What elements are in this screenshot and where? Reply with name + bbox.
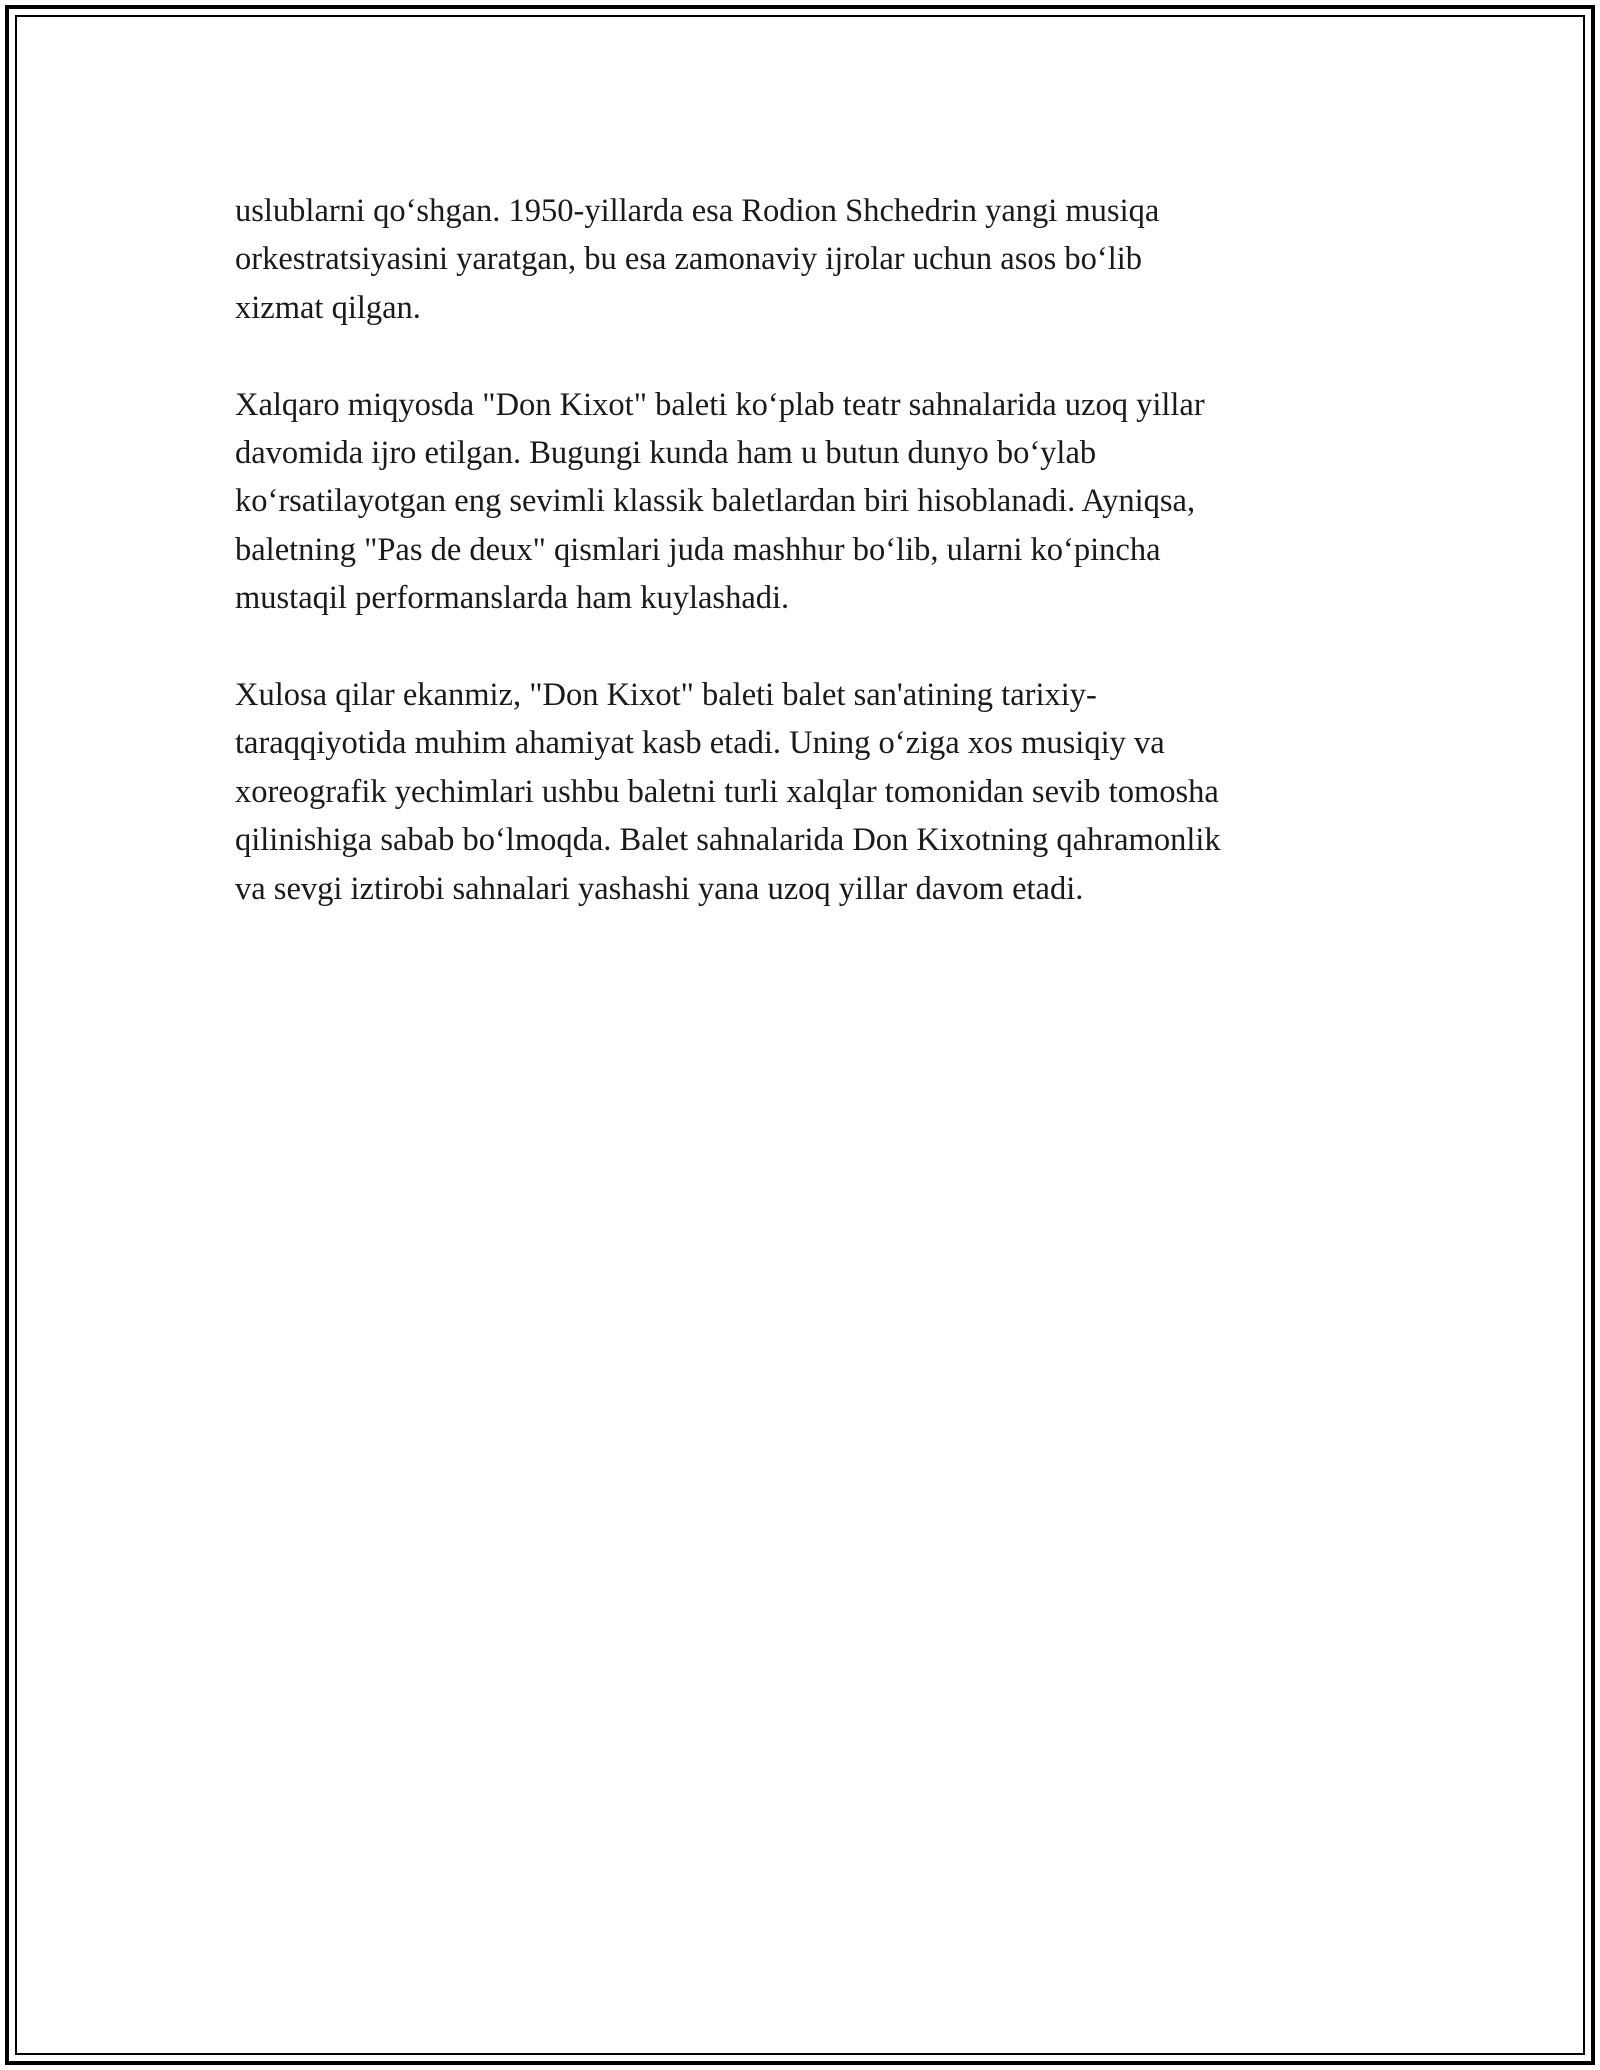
text-line: orkestratsiyasini yaratgan, bu esa zamonaviy ijrolar uchun asos bo‘lib: [235, 241, 1143, 278]
text-line: va sevgi iztirobi sahnalari yashashi yana uzoq yillar davom etadi.: [235, 870, 1084, 907]
paragraph-1: [235, 187, 1365, 332]
text-line: Xalqaro miqyosda "Don Kixot" baleti ko‘plab teatr sahnalarida uzoq yillar: [235, 386, 1205, 423]
text-line: Xulosa qilar ekanmiz, "Don Kixot" baleti balet san'atining tarixiy-: [235, 677, 1097, 714]
text-line: davomida ijro etilgan. Bugungi kunda ham u butun dunyo bo‘ylab: [235, 435, 1097, 472]
text-line: xizmat qilgan.: [235, 289, 421, 326]
paragraph-2: [235, 381, 1365, 623]
text-line: taraqqiyotida muhim ahamiyat kasb etadi. Uning o‘ziga xos musiqiy va: [235, 725, 1165, 762]
text-line: ko‘rsatilayotgan eng sevimli klassik baletlardan biri hisoblanadi. Ayniqsa,: [235, 483, 1196, 520]
text-line: qilinishiga sabab bo‘lmoqda. Balet sahnalarida Don Kixotning qahramonlik: [235, 822, 1221, 859]
paragraph-3: [235, 671, 1365, 913]
text-line: mustaqil performanslarda ham kuylashadi.: [235, 580, 790, 617]
text-line: baletning "Pas de deux" qismlari juda mashhur bo‘lib, ularni ko‘pincha: [235, 531, 1161, 568]
document-body: [235, 187, 1365, 961]
text-line: uslublarni qo‘shgan. 1950-yillarda esa Rodion Shchedrin yangi musiqa: [235, 193, 1160, 229]
text-line: xoreografik yechimlari ushbu baletni turli xalqlar tomonidan sevib tomosha: [235, 773, 1219, 810]
